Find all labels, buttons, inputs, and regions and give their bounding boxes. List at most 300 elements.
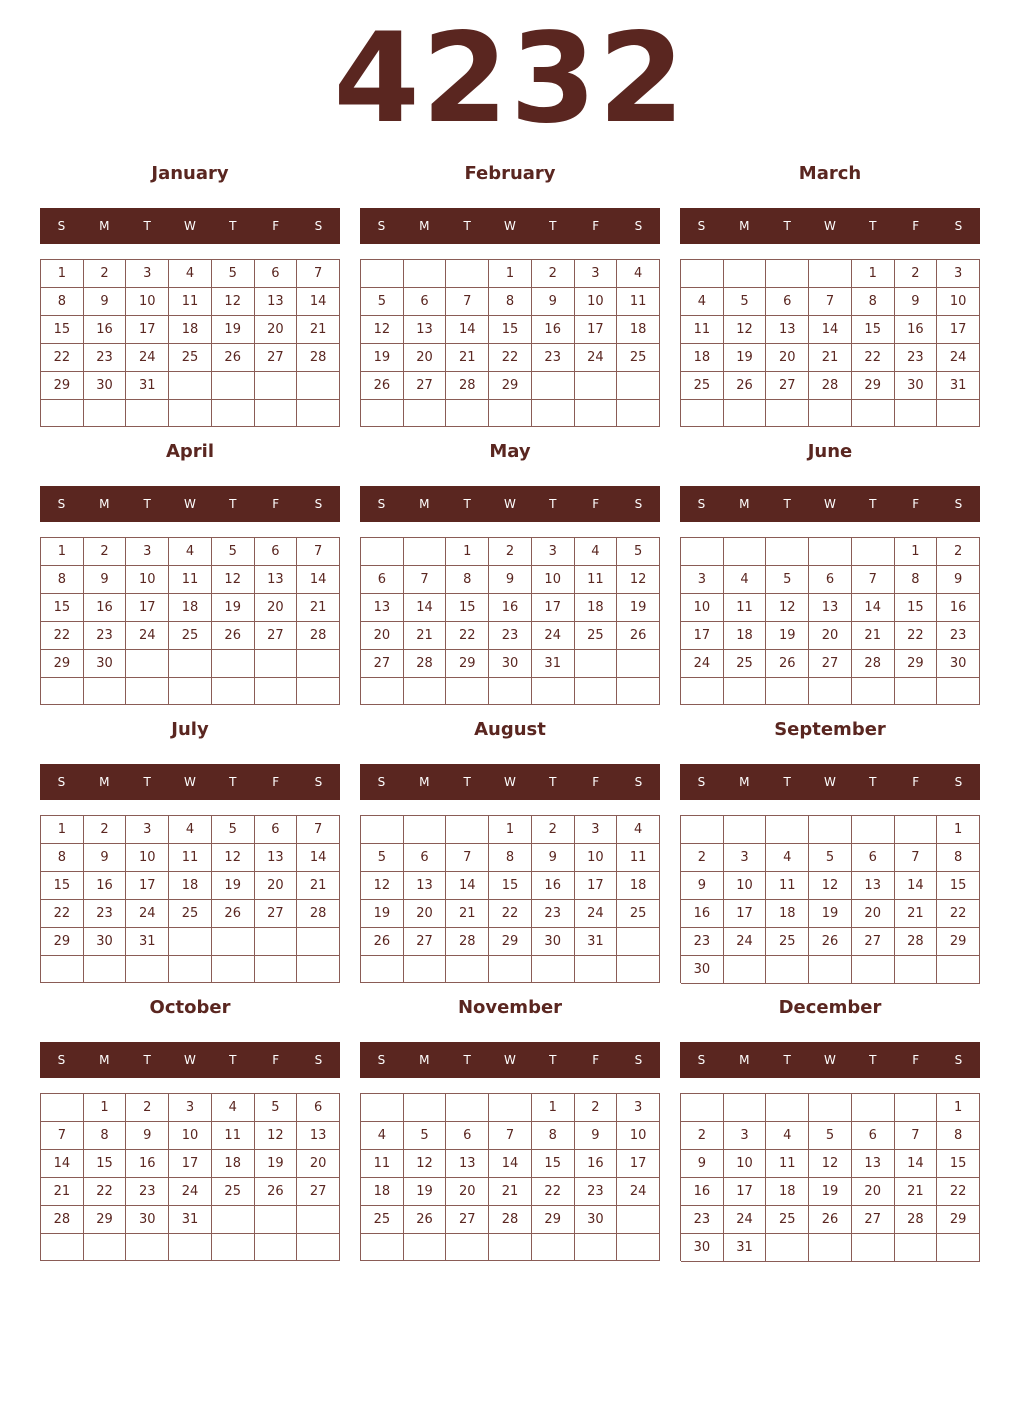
- month-name: January: [151, 163, 229, 184]
- day-cell: 23: [895, 344, 938, 372]
- day-cell: 29: [41, 372, 84, 400]
- empty-day-cell: [766, 400, 809, 427]
- day-cell: 1: [937, 1094, 980, 1122]
- day-cell: 30: [84, 650, 127, 678]
- day-cell: 9: [681, 872, 724, 900]
- day-cell: 17: [126, 594, 169, 622]
- day-cell: 13: [852, 1150, 895, 1178]
- day-cell: 18: [681, 344, 724, 372]
- empty-day-cell: [489, 1234, 532, 1261]
- day-cell: 29: [489, 372, 532, 400]
- day-cell: 11: [617, 844, 660, 872]
- empty-day-cell: [84, 1234, 127, 1261]
- day-cell: 24: [575, 344, 618, 372]
- day-cell: 10: [126, 288, 169, 316]
- day-cell: 22: [446, 622, 489, 650]
- day-cell: 5: [361, 288, 404, 316]
- day-cell: 2: [84, 538, 127, 566]
- day-cell: 17: [126, 872, 169, 900]
- day-cell: 26: [212, 900, 255, 928]
- day-cell: 26: [809, 928, 852, 956]
- day-cell: 10: [126, 844, 169, 872]
- day-cell: 7: [446, 844, 489, 872]
- day-cell: 9: [126, 1122, 169, 1150]
- empty-day-cell: [297, 678, 340, 705]
- day-cell: 25: [617, 900, 660, 928]
- weekday-header: [360, 208, 660, 244]
- day-cell: 19: [724, 344, 767, 372]
- month-name: June: [807, 441, 853, 462]
- day-cell: 8: [852, 288, 895, 316]
- empty-day-cell: [766, 260, 809, 288]
- day-cell: 31: [532, 650, 575, 678]
- day-cell: 13: [255, 288, 298, 316]
- empty-day-cell: [575, 372, 618, 400]
- empty-day-cell: [255, 678, 298, 705]
- day-cell: 23: [937, 622, 980, 650]
- day-cell: 26: [809, 1206, 852, 1234]
- day-cell: 12: [212, 288, 255, 316]
- day-cell: 14: [297, 288, 340, 316]
- day-cell: 25: [766, 928, 809, 956]
- empty-day-cell: [255, 400, 298, 427]
- day-cell: 15: [489, 872, 532, 900]
- weekday-label: F: [912, 775, 920, 789]
- weekday-label: T: [869, 775, 877, 789]
- day-cell: 7: [852, 566, 895, 594]
- day-cell: 9: [532, 288, 575, 316]
- day-cell: 15: [489, 316, 532, 344]
- day-cell: 15: [41, 872, 84, 900]
- day-cell: 23: [126, 1178, 169, 1206]
- day-cell: 21: [446, 344, 489, 372]
- weekday-label: S: [57, 775, 66, 789]
- day-cell: 1: [489, 816, 532, 844]
- empty-day-cell: [724, 956, 767, 984]
- day-cell: 25: [169, 622, 212, 650]
- day-cell: 23: [84, 344, 127, 372]
- empty-day-cell: [852, 1094, 895, 1122]
- month-name: July: [171, 719, 209, 740]
- day-cell: 16: [126, 1150, 169, 1178]
- weekday-label: F: [912, 497, 920, 511]
- weekday-label: T: [549, 1053, 557, 1067]
- empty-day-cell: [532, 1234, 575, 1261]
- day-cell: 20: [404, 344, 447, 372]
- weekday-label: M: [419, 1053, 430, 1067]
- day-cell: 15: [532, 1150, 575, 1178]
- day-cell: 19: [766, 622, 809, 650]
- day-grid: [360, 259, 660, 427]
- day-grid: [40, 815, 340, 983]
- day-cell: 12: [809, 872, 852, 900]
- empty-day-cell: [724, 400, 767, 427]
- weekday-label: T: [463, 1053, 471, 1067]
- day-cell: 20: [446, 1178, 489, 1206]
- weekday-label: W: [824, 497, 836, 511]
- empty-day-cell: [852, 1234, 895, 1262]
- empty-day-cell: [681, 260, 724, 288]
- day-cell: 2: [84, 816, 127, 844]
- day-cell: 7: [297, 260, 340, 288]
- day-cell: 25: [617, 344, 660, 372]
- month-name: February: [464, 163, 556, 184]
- day-cell: 5: [212, 538, 255, 566]
- day-cell: 22: [41, 900, 84, 928]
- day-cell: 12: [212, 566, 255, 594]
- day-cell: 15: [84, 1150, 127, 1178]
- empty-day-cell: [937, 956, 980, 984]
- weekday-label: F: [592, 219, 600, 233]
- day-cell: 20: [361, 622, 404, 650]
- weekday-label: F: [592, 497, 600, 511]
- empty-day-cell: [297, 956, 340, 983]
- day-cell: 30: [895, 372, 938, 400]
- empty-day-cell: [361, 400, 404, 427]
- weekday-label: S: [57, 497, 66, 511]
- day-cell: 21: [404, 622, 447, 650]
- day-cell: 19: [809, 900, 852, 928]
- day-cell: 16: [84, 316, 127, 344]
- day-cell: 22: [895, 622, 938, 650]
- day-cell: 26: [361, 372, 404, 400]
- day-cell: 27: [404, 372, 447, 400]
- day-cell: 31: [937, 372, 980, 400]
- day-cell: 5: [809, 1122, 852, 1150]
- weekday-label: F: [592, 1053, 600, 1067]
- empty-day-cell: [212, 956, 255, 983]
- empty-day-cell: [126, 956, 169, 983]
- empty-day-cell: [617, 650, 660, 678]
- day-cell: 27: [361, 650, 404, 678]
- weekday-header: [680, 764, 980, 800]
- day-cell: 12: [724, 316, 767, 344]
- day-cell: 29: [937, 1206, 980, 1234]
- empty-day-cell: [724, 816, 767, 844]
- empty-day-cell: [489, 400, 532, 427]
- day-cell: 30: [489, 650, 532, 678]
- empty-day-cell: [297, 650, 340, 678]
- weekday-label: M: [739, 1053, 750, 1067]
- day-cell: 2: [681, 1122, 724, 1150]
- day-cell: 11: [212, 1122, 255, 1150]
- weekday-label: T: [783, 219, 791, 233]
- month-name: December: [778, 997, 882, 1018]
- empty-day-cell: [446, 260, 489, 288]
- empty-day-cell: [681, 1094, 724, 1122]
- weekday-label: S: [314, 219, 323, 233]
- weekday-label: T: [143, 219, 151, 233]
- weekday-label: T: [229, 497, 237, 511]
- empty-day-cell: [255, 372, 298, 400]
- day-cell: 2: [489, 538, 532, 566]
- day-cell: 23: [681, 928, 724, 956]
- day-cell: 1: [852, 260, 895, 288]
- weekday-header: [360, 1042, 660, 1078]
- empty-day-cell: [255, 1206, 298, 1234]
- empty-day-cell: [169, 928, 212, 956]
- day-cell: 28: [446, 928, 489, 956]
- empty-day-cell: [212, 372, 255, 400]
- day-cell: 12: [766, 594, 809, 622]
- day-cell: 19: [617, 594, 660, 622]
- day-cell: 7: [446, 288, 489, 316]
- empty-day-cell: [489, 678, 532, 705]
- day-cell: 29: [84, 1206, 127, 1234]
- day-cell: 6: [255, 260, 298, 288]
- day-grid: [40, 537, 340, 705]
- day-cell: 2: [532, 816, 575, 844]
- day-cell: 13: [446, 1150, 489, 1178]
- day-cell: 18: [361, 1178, 404, 1206]
- empty-day-cell: [724, 1094, 767, 1122]
- empty-day-cell: [575, 400, 618, 427]
- empty-day-cell: [41, 1094, 84, 1122]
- weekday-label: T: [463, 775, 471, 789]
- weekday-label: S: [377, 1053, 386, 1067]
- day-cell: 21: [297, 594, 340, 622]
- day-cell: 11: [766, 1150, 809, 1178]
- empty-day-cell: [681, 678, 724, 705]
- day-cell: 26: [212, 622, 255, 650]
- day-cell: 14: [446, 316, 489, 344]
- day-cell: 25: [361, 1206, 404, 1234]
- day-cell: 4: [212, 1094, 255, 1122]
- empty-day-cell: [532, 372, 575, 400]
- day-cell: 2: [84, 260, 127, 288]
- empty-day-cell: [852, 956, 895, 984]
- day-cell: 6: [404, 288, 447, 316]
- weekday-label: W: [824, 775, 836, 789]
- empty-day-cell: [404, 260, 447, 288]
- day-cell: 24: [937, 344, 980, 372]
- day-cell: 24: [724, 1206, 767, 1234]
- empty-day-cell: [361, 956, 404, 983]
- day-cell: 6: [297, 1094, 340, 1122]
- day-cell: 2: [126, 1094, 169, 1122]
- day-cell: 22: [532, 1178, 575, 1206]
- weekday-label: F: [272, 775, 280, 789]
- empty-day-cell: [212, 1206, 255, 1234]
- weekday-label: M: [419, 497, 430, 511]
- empty-day-cell: [809, 400, 852, 427]
- day-cell: 29: [937, 928, 980, 956]
- empty-day-cell: [575, 956, 618, 983]
- weekday-label: S: [314, 497, 323, 511]
- empty-day-cell: [41, 400, 84, 427]
- day-cell: 18: [766, 1178, 809, 1206]
- day-cell: 11: [169, 844, 212, 872]
- weekday-label: T: [229, 775, 237, 789]
- month-name: September: [774, 719, 886, 740]
- day-cell: 10: [937, 288, 980, 316]
- day-cell: 25: [212, 1178, 255, 1206]
- day-cell: 16: [532, 872, 575, 900]
- day-cell: 14: [489, 1150, 532, 1178]
- empty-day-cell: [361, 538, 404, 566]
- day-cell: 4: [617, 816, 660, 844]
- day-cell: 4: [361, 1122, 404, 1150]
- day-cell: 18: [617, 872, 660, 900]
- day-cell: 26: [617, 622, 660, 650]
- day-cell: 12: [212, 844, 255, 872]
- empty-day-cell: [297, 372, 340, 400]
- day-cell: 18: [169, 316, 212, 344]
- day-cell: 23: [681, 1206, 724, 1234]
- day-cell: 19: [212, 316, 255, 344]
- day-grid: [360, 815, 660, 983]
- day-cell: 17: [617, 1150, 660, 1178]
- day-cell: 9: [575, 1122, 618, 1150]
- day-cell: 31: [126, 928, 169, 956]
- day-cell: 6: [852, 1122, 895, 1150]
- weekday-label: S: [954, 1053, 963, 1067]
- day-cell: 1: [41, 538, 84, 566]
- day-cell: 16: [84, 594, 127, 622]
- day-cell: 26: [724, 372, 767, 400]
- day-cell: 3: [169, 1094, 212, 1122]
- day-cell: 24: [681, 650, 724, 678]
- day-cell: 21: [489, 1178, 532, 1206]
- day-cell: 1: [446, 538, 489, 566]
- day-cell: 4: [169, 260, 212, 288]
- day-cell: 23: [532, 344, 575, 372]
- day-cell: 13: [361, 594, 404, 622]
- day-cell: 14: [895, 872, 938, 900]
- day-cell: 3: [617, 1094, 660, 1122]
- day-cell: 17: [169, 1150, 212, 1178]
- day-cell: 20: [852, 900, 895, 928]
- day-cell: 2: [532, 260, 575, 288]
- weekday-label: F: [272, 219, 280, 233]
- empty-day-cell: [446, 1234, 489, 1261]
- day-cell: 2: [895, 260, 938, 288]
- day-cell: 24: [532, 622, 575, 650]
- empty-day-cell: [212, 678, 255, 705]
- day-cell: 13: [852, 872, 895, 900]
- empty-day-cell: [361, 1234, 404, 1261]
- day-cell: 27: [404, 928, 447, 956]
- weekday-header: [40, 208, 340, 244]
- day-cell: 6: [852, 844, 895, 872]
- weekday-label: T: [143, 1053, 151, 1067]
- day-cell: 24: [126, 622, 169, 650]
- day-cell: 16: [681, 1178, 724, 1206]
- day-cell: 24: [126, 344, 169, 372]
- weekday-label: S: [697, 219, 706, 233]
- weekday-label: S: [377, 497, 386, 511]
- weekday-label: T: [549, 497, 557, 511]
- day-cell: 28: [297, 622, 340, 650]
- day-cell: 3: [532, 538, 575, 566]
- day-cell: 27: [809, 650, 852, 678]
- day-cell: 18: [575, 594, 618, 622]
- day-cell: 31: [126, 372, 169, 400]
- weekday-label: T: [783, 775, 791, 789]
- empty-day-cell: [255, 650, 298, 678]
- day-cell: 22: [84, 1178, 127, 1206]
- day-cell: 11: [681, 316, 724, 344]
- empty-day-cell: [41, 956, 84, 983]
- day-cell: 2: [681, 844, 724, 872]
- day-cell: 17: [724, 1178, 767, 1206]
- day-cell: 10: [169, 1122, 212, 1150]
- weekday-label: S: [634, 219, 643, 233]
- weekday-label: W: [184, 497, 196, 511]
- day-cell: 4: [724, 566, 767, 594]
- day-cell: 18: [169, 594, 212, 622]
- day-cell: 22: [937, 900, 980, 928]
- empty-day-cell: [41, 1234, 84, 1261]
- empty-day-cell: [809, 956, 852, 984]
- day-cell: 28: [404, 650, 447, 678]
- day-cell: 28: [297, 900, 340, 928]
- weekday-label: M: [419, 775, 430, 789]
- day-cell: 12: [404, 1150, 447, 1178]
- empty-day-cell: [809, 260, 852, 288]
- day-cell: 21: [297, 316, 340, 344]
- day-cell: 6: [255, 538, 298, 566]
- empty-day-cell: [361, 260, 404, 288]
- day-cell: 10: [575, 844, 618, 872]
- day-cell: 21: [446, 900, 489, 928]
- day-cell: 9: [937, 566, 980, 594]
- weekday-label: M: [99, 497, 110, 511]
- day-cell: 25: [575, 622, 618, 650]
- month-name: April: [165, 441, 215, 462]
- day-cell: 7: [297, 816, 340, 844]
- empty-day-cell: [766, 956, 809, 984]
- day-cell: 19: [361, 344, 404, 372]
- day-cell: 25: [169, 344, 212, 372]
- day-cell: 22: [41, 344, 84, 372]
- day-cell: 7: [809, 288, 852, 316]
- day-cell: 9: [84, 566, 127, 594]
- day-cell: 6: [766, 288, 809, 316]
- empty-day-cell: [446, 816, 489, 844]
- empty-day-cell: [361, 1094, 404, 1122]
- day-cell: 17: [681, 622, 724, 650]
- empty-day-cell: [895, 956, 938, 984]
- day-cell: 24: [169, 1178, 212, 1206]
- empty-day-cell: [446, 956, 489, 983]
- day-cell: 30: [126, 1206, 169, 1234]
- day-cell: 20: [766, 344, 809, 372]
- day-cell: 7: [895, 844, 938, 872]
- day-cell: 19: [404, 1178, 447, 1206]
- day-grid: [680, 815, 980, 983]
- day-cell: 16: [84, 872, 127, 900]
- day-cell: 3: [126, 538, 169, 566]
- day-cell: 26: [766, 650, 809, 678]
- empty-day-cell: [212, 1234, 255, 1261]
- day-cell: 28: [895, 928, 938, 956]
- day-cell: 8: [532, 1122, 575, 1150]
- day-cell: 17: [575, 872, 618, 900]
- weekday-header: [680, 208, 980, 244]
- month-name: March: [798, 163, 862, 184]
- day-cell: 17: [126, 316, 169, 344]
- weekday-label: T: [869, 1053, 877, 1067]
- empty-day-cell: [617, 372, 660, 400]
- day-cell: 14: [852, 594, 895, 622]
- day-cell: 17: [575, 316, 618, 344]
- day-cell: 20: [255, 594, 298, 622]
- weekday-label: W: [504, 219, 516, 233]
- weekday-header: [360, 486, 660, 522]
- day-cell: 15: [41, 594, 84, 622]
- day-cell: 12: [361, 316, 404, 344]
